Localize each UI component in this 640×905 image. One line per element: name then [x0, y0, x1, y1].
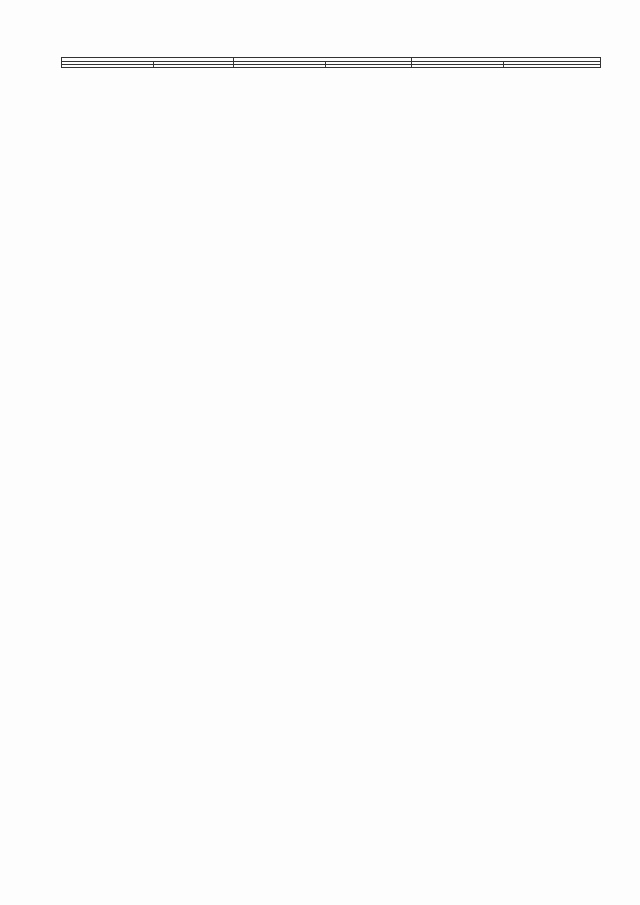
table-value-row [62, 65, 601, 68]
population-table [61, 57, 601, 68]
table-value-cell [412, 65, 504, 68]
table-value-cell [326, 65, 412, 68]
table-value-cell [153, 65, 234, 68]
table-value-cell [62, 65, 154, 68]
document-body [61, 57, 601, 70]
table-value-cell [234, 65, 326, 68]
table-value-cell [503, 65, 600, 68]
